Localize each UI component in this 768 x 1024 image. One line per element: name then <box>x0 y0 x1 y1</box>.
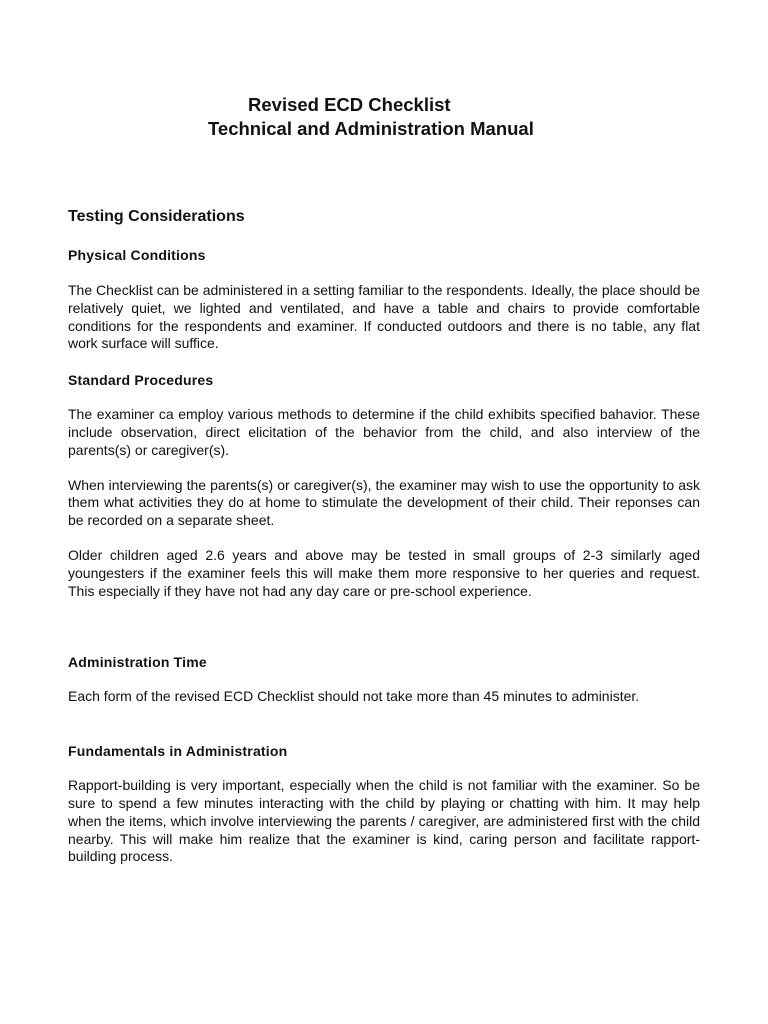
subheading-fundamentals-in-administration: Fundamentals in Administration <box>68 743 288 760</box>
paragraph-administration-time: Each form of the revised ECD Checklist should not take more than 45 minutes to administer. <box>68 688 640 705</box>
subheading-administration-time: Administration Time <box>68 654 207 671</box>
paragraph-fundamentals-in-administration: Rapport-building is very important, especially when the child is not familiar with the examiner. So be sure to spend a few minutes interacting with the child by playing or chatting with him. It may help when the items, which involve interviewing the parents / caregiver, are administered first with the child nearby. This will make him realize that the examiner is kind, caring person and facilitate rapport-building process. <box>68 777 700 865</box>
paragraph-standard-procedures-3: Older children aged 2.6 years and above may be tested in small groups of 2-3 similarly aged youngesters if the examiner feels this will make them more responsive to her queries and request. This especially if they have not had any day care or pre-school experience. <box>68 546 700 599</box>
subheading-standard-procedures: Standard Procedures <box>68 372 214 389</box>
paragraph-standard-procedures-1: The examiner ca employ various methods to determine if the child exhibits specified bahavior. These include observation, direct elicitation of the behavior from the child, and also interview of the parents(s) or caregiver(s). <box>68 406 700 458</box>
title-line-2: Technical and Administration Manual <box>208 118 534 139</box>
document-body <box>68 205 700 866</box>
paragraph-standard-procedures-2: When interviewing the parents(s) or caregiver(s), the examiner may wish to use the opportunity to ask them what activities they do at home to stimulate the development of their child. Their reponses can be recorded on a separate sheet. <box>68 476 700 529</box>
section-heading-testing-considerations: Testing Considerations <box>68 208 245 225</box>
title-line-1: Revised ECD Checklist <box>248 94 451 115</box>
paragraph-physical-conditions: The Checklist can be administered in a setting familiar to the respondents. Ideally, the place should be relatively quiet, we lighted and ventilated, and have a table and chairs to provide comfortable conditions for the respondents and examiner. If conducted outdoors and there is no table, any flat work surface will suffice. <box>68 282 700 352</box>
subheading-physical-conditions: Physical Conditions <box>68 247 206 263</box>
